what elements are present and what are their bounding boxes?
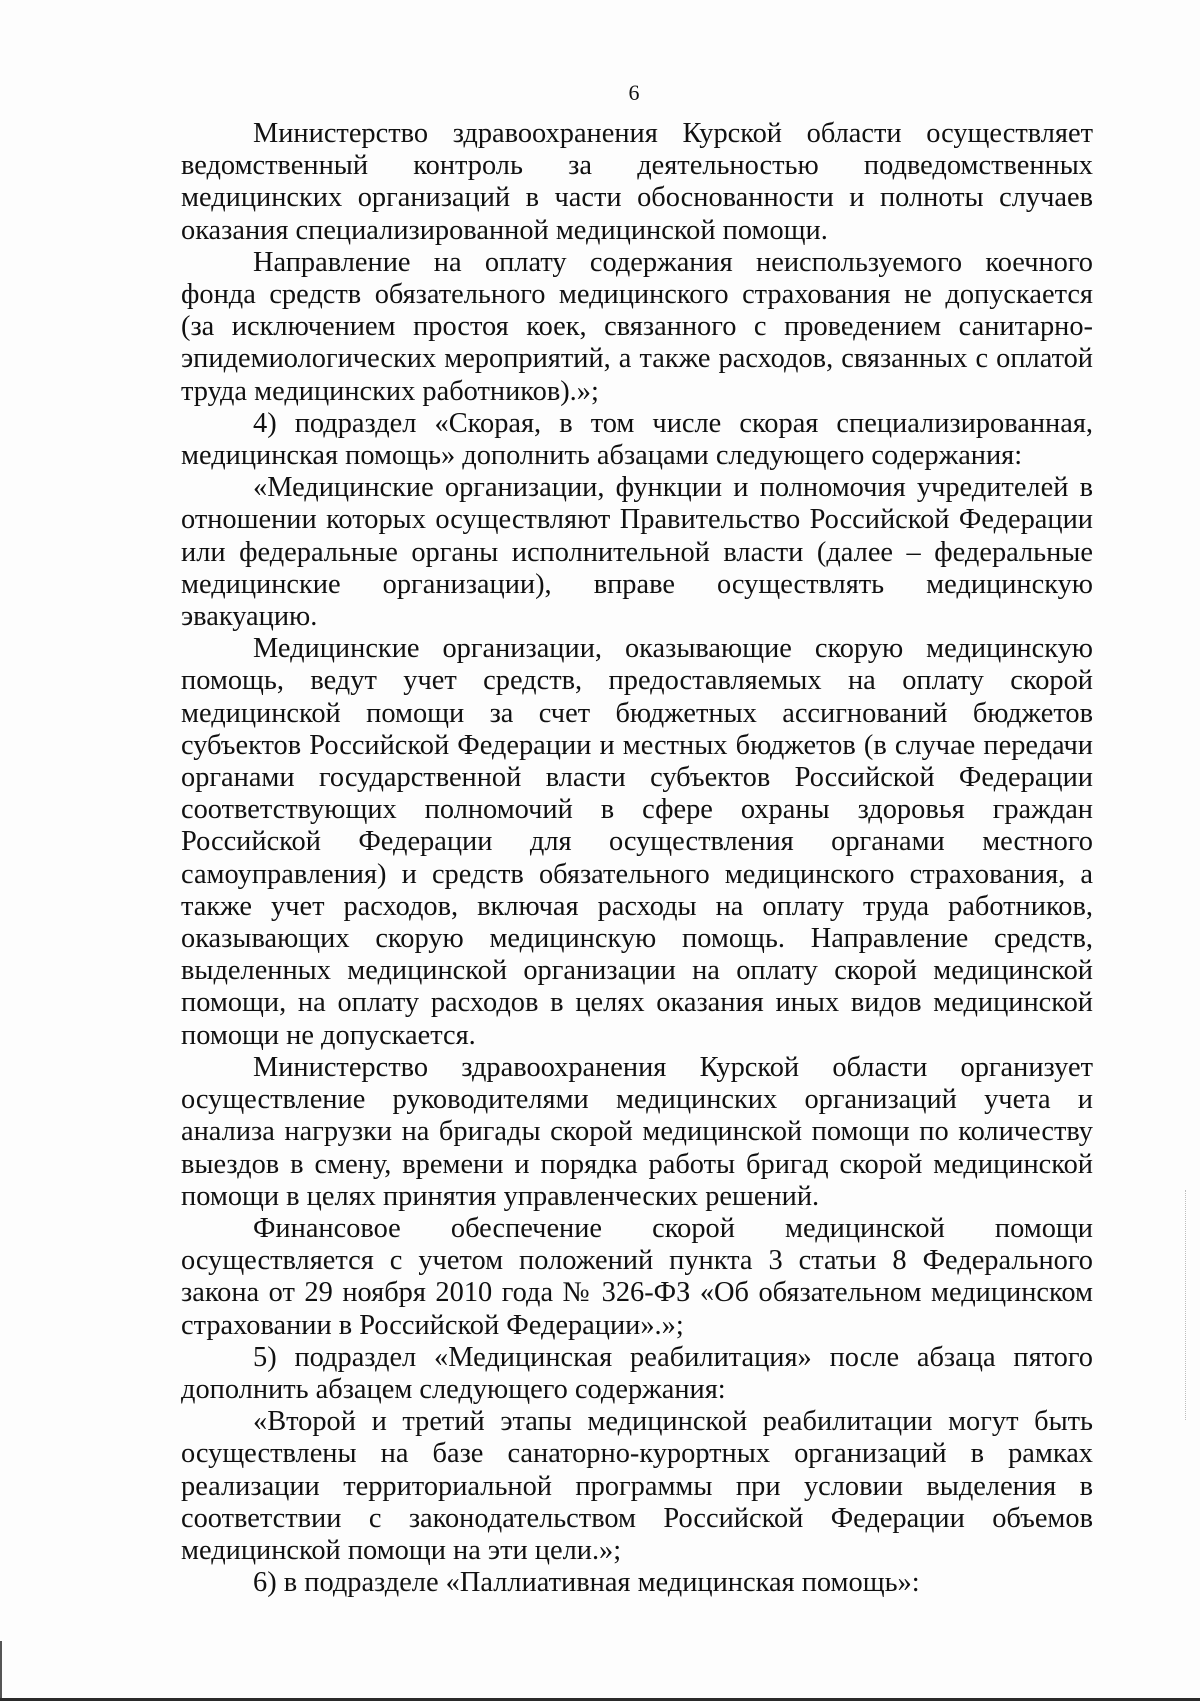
paragraph-federal-organizations: «Медицинские организации, функции и полномочия учредителей в отношении которых осуществляют Правительство Российской Федерации или федеральные органы исполнительной власти (далее – федеральные медицинские организации), вправе осуществлять медицинскую эвакуацию. — [181, 472, 1093, 633]
paragraph-ministry-control: Министерство здравоохранения Курской области осуществляет ведомственный контроль за деятельностью подведомственных медицинских организаций в части обоснованности и полноты случаев оказания специализированной медицинской помощи. — [181, 118, 1093, 246]
paragraph-ministry-analysis: Министерство здравоохранения Курской области организует осуществление руководителями медицинских организаций учета и анализа нагрузки на бригады скорой медицинской помощи по количеству выездов в смену, времени и порядка работы бригад скорой медицинской помощи в целях принятия управленческих решений. — [181, 1051, 1093, 1212]
paragraph-item-4: 4) подраздел «Скорая, в том числе скорая специализированная, медицинская помощь» дополнить абзацами следующего содержания: — [181, 407, 1093, 472]
paragraph-item-5: 5) подраздел «Медицинская реабилитация» после абзаца пятого дополнить абзацем следующего содержания: — [181, 1341, 1093, 1405]
document-body — [181, 118, 1093, 1599]
paragraph-emergency-accounting: Медицинские организации, оказывающие скорую медицинскую помощь, ведут учет средств, предоставляемых на оплату скорой медицинской помощи за счет бюджетных ассигнований бюджетов субъектов Российской Федерации и местных бюджетов (в случае передачи органами государственной власти субъектов Российской Федерации соответствующих полномочий в сфере охраны здоровья граждан Российской Федерации для осуществления органами местного самоуправления) и средств обязательного медицинского страхования, а также учет расходов, включая расходы на оплату труда работников, оказывающих скорую медицинскую помощь. Направление средств, выделенных медицинской организации на оплату скорой медицинской помощи, на оплату расходов в целях оказания иных видов медицинской помощи не допускается. — [181, 633, 1093, 1051]
paragraph-bed-fund: Направление на оплату содержания неиспользуемого коечного фонда средств обязательного медицинского страхования не допускается (за исключением простоя коек, связанного с проведением санитарно-эпидемиологических мероприятий, а также расходов, связанных с оплатой труда медицинских работников).»; — [181, 246, 1093, 407]
scan-edge-mark — [1184, 1190, 1186, 1420]
paragraph-financing: Финансовое обеспечение скорой медицинской помощи осуществляется с учетом положений пункта 3 статьи 8 Федерального закона от 29 ноября 2010 года № 326-ФЗ «Об обязательном медицинском страховании в Российской Федерации».»; — [181, 1212, 1093, 1341]
paragraph-rehabilitation: «Второй и третий этапы медицинской реабилитации могут быть осуществлены на базе санаторно-курортных организаций в рамках реализации территориальной программы при условии выделения в соответствии с законодательством Российской Федерации объемов медицинской помощи на эти цели.»; — [181, 1406, 1093, 1566]
scan-edge-corner — [0, 1641, 2, 1701]
page-number: 6 — [628, 80, 640, 105]
paragraph-item-6: 6) в подразделе «Паллиативная медицинская помощь»: — [253, 1567, 920, 1599]
